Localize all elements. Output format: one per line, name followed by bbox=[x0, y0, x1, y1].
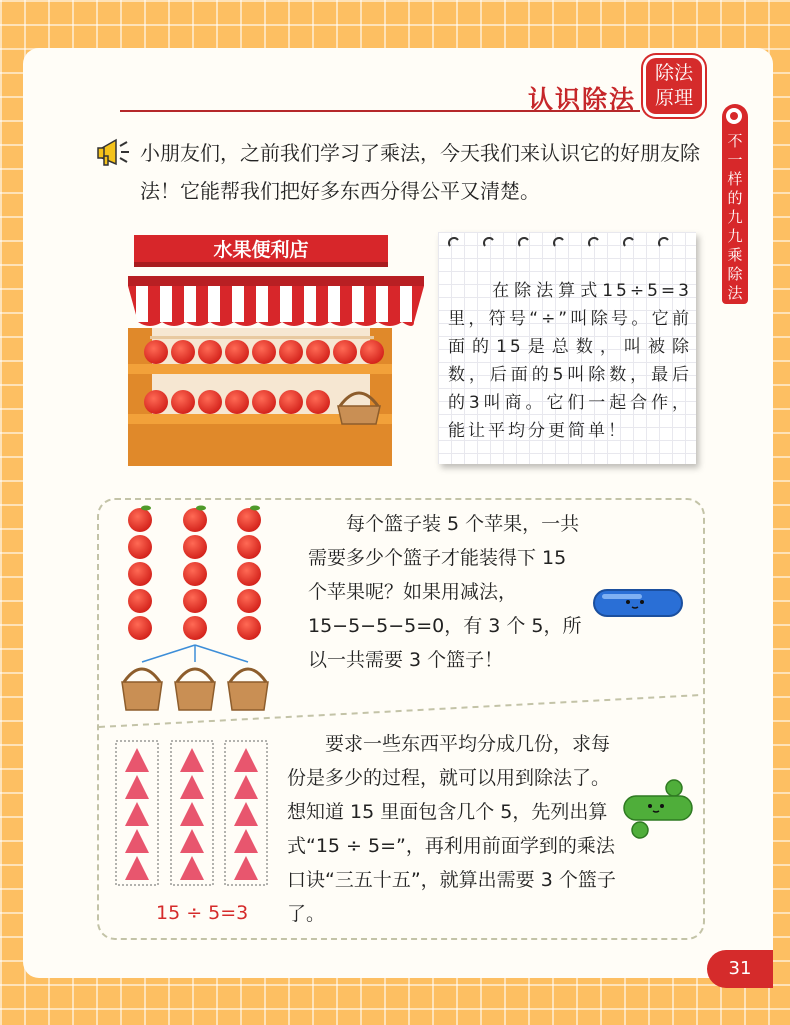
badge-line-2: 原理 bbox=[654, 87, 693, 109]
side-tab-label: 不一样的九九乘除法 bbox=[727, 132, 743, 302]
note-text: 在除法算式15÷5=3里，符号“÷”叫除号。它前面的15是总数，叫被除数，后面的5叫除数，最后的3叫商。它们一起合作，能让平均分更简单！ bbox=[448, 281, 692, 441]
fruit-shop-illustration bbox=[124, 230, 424, 470]
section-title: 认识除法 bbox=[528, 85, 637, 114]
notebook-rings-icon bbox=[440, 230, 698, 250]
apples-baskets-illustration bbox=[110, 500, 290, 715]
side-tab-dot-icon bbox=[726, 108, 742, 124]
minus-mascot-icon bbox=[592, 588, 684, 618]
badge-line-1: 除法 bbox=[654, 62, 693, 84]
megaphone-icon bbox=[96, 136, 136, 170]
division-equation: 15 ÷ 5=3 bbox=[156, 902, 249, 924]
page-number: 31 bbox=[707, 950, 773, 988]
example1-paragraph: 每个篮子装 5 个苹果，一共需要多少个篮子才能装得下 15 个苹果呢？如果用减法，15−5−5−5=0，有 3 个 5，所以一共需要 3 个篮子！ bbox=[308, 513, 582, 671]
example2-paragraph: 要求一些东西平均分成几份，求每份是多少的过程，就可以用到除法了。想知道 15 里面包含几个 5，先列出算式“15 ÷ 5=”，再利用前面学到的乘法口诀“三五十五”，就算出需要 3 个篮子了。 bbox=[287, 733, 616, 925]
shop-sign: 水果便利店 bbox=[213, 239, 309, 261]
division-mascot-icon bbox=[622, 778, 694, 840]
watermelon-groups-illustration bbox=[110, 735, 275, 890]
topic-badge bbox=[646, 58, 702, 114]
intro-paragraph: 小朋友们，之前我们学习了乘法，今天我们来认识它的好朋友除法！它能帮我们把好多东西分得公平又清楚。 bbox=[140, 141, 700, 203]
